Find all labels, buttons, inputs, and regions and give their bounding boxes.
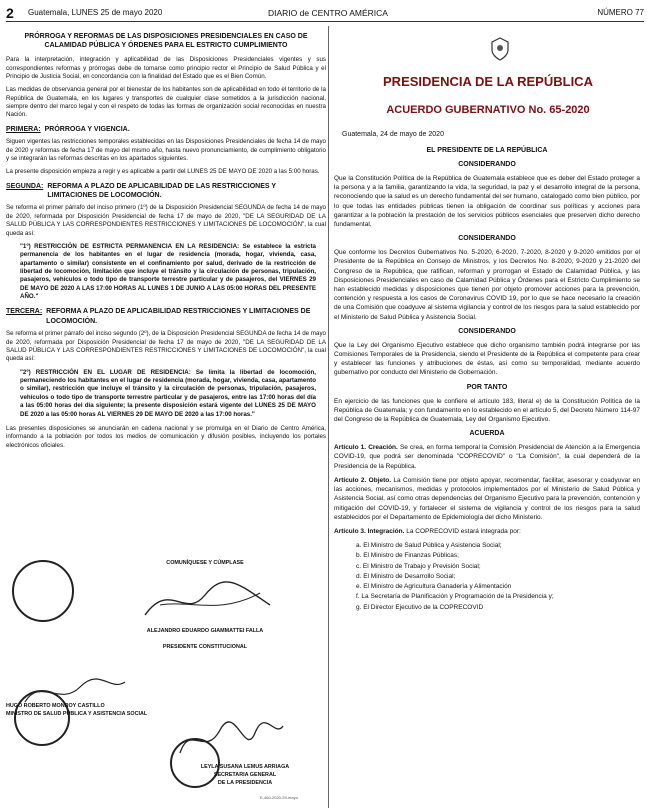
column-divider [328,26,329,808]
acuerda-heading: ACUERDA [469,430,505,438]
acuerdo-title: ACUERDO GUBERNATIVO No. 65-2020 [386,104,590,116]
por-tanto-heading: POR TANTO [466,383,508,391]
list-item: f. La Secretaría de Planificación y Programación de la Presidencia y; [356,593,554,601]
comuniquese-label: COMUNÍQUESE Y CÚMPLASE [166,560,244,566]
presidency-title: PRESIDENCIA DE LA REPÚBLICA [383,74,593,89]
acuerdo-date: Guatemala, 24 de mayo de 2020 [342,131,444,138]
segunda-title: REFORMA A PLAZO DE APLICABILIDAD DE LAS RESTRICCIONES Y LIMITACIONES DE LOCOMOCIÓN. [47,182,276,200]
tercera-text: Se reforma el primer párrafo del inciso segundo (2º), de la Disposición Presidencial SEGUNDA de fecha 14 de mayo de 2020, reformada por Disposición Presidencial de fecha 17 de mayo de 2020, "DE LA SEGURIDAD DE LA SALUD PÚBLICA Y LAS CORRESPONDIENTES RESTRICCIONES Y LIMITACIONES DE LOCOMOCIÓN", la cual queda así: [6,330,326,363]
signatory-1-title: PRESIDENTE CONSTITUCIONAL [162,644,248,650]
primera-label: PRIMERA: [6,125,41,133]
considerando-3: Que la Ley del Organismo Ejecutivo establece que dicho organismo también podrá integrarse por las Comisiones Temporales de la Presidencia, siendo el Presidente de la República el competente para crear y establecer las funciones y atribuciones de éstas, así como su temporalidad, mediante acuerdo gubernativo por conducto del Ministerio de Gobernación. [334,341,640,377]
primera-text: Siguen vigentes las restricciones temporales establecidas en las Disposiciones Presidenciales de fecha 14 de mayo de 2020 y reformas de fecha 17 de mayo del mismo año, hasta nuevo pronunciamiento, de cumplimiento obligatorio y se integrarán las reformas descritas en los apartados siguientes. [6,138,326,162]
intro-paragraph-1: Para la interpretación, integración y aplicabilidad de las Disposiciones Presidenciales vigentes y sus correspondientes reformas y prórrogas debe de tomarse como principio rector el Principio de Salud Pública y el Principio de Justicia Social, en concordancia con la finalidad del Estado que es el Bien Común. [6,56,326,80]
articulo-1-text: Se crea, en forma temporal la Comisión Presidencial de Atención a la Emergencia COVID-19, que podrá ser denominada "COPRECOVID" o "La Comisión", la cual dependerá de la Presidencia de la República. [334,444,640,470]
considerando-heading-2: CONSIDERANDO [458,235,516,243]
articulo-3-label: Artículo 3. Integración. [334,527,405,535]
considerando-heading-3: CONSIDERANDO [458,327,516,335]
secretary-signature [175,718,285,763]
page-header [6,4,644,22]
list-item: b. El Ministro de Finanzas Públicas; [356,552,459,560]
articulo-3-text: La COPRECOVID estará integrada por: [406,527,521,535]
considerando-1: Que la Constitución Política de la República de Guatemala establece que es deber del Estado proteger a la persona y a la familia, garantizando la vida, la seguridad, la paz y el desarrollo integral de la persona, reconociendo que la salud es un derecho fundamental del ser humano, catalogado como bien público, por lo que todas las entidades públicas tienen la obligación de coordinar sus políticas y acciones para garantizar a la población la prestación de los servicios públicos esenciales que preserven dicho derecho fundamental. [334,174,640,228]
tercera-heading [6,307,326,326]
considerando-2: Que conforme los Decretos Gubernativos No. 5-2020, 6-2020, 7-2020, 8-2020 y 9-2020 emitidos por el Presidente de la República en Consejo de Ministros, y los Decretos No. 8-2020, 9-2020 y 21-2020 del Congreso de la República, que ratifican, reforman y prorrogan el Estado de Calamidad Pública, y las Disposiciones Presidenciales en caso de Calamidad Pública y Órdenes para el Estricto Cumplimiento se han establecido medidas y disposiciones que tienen por objeto promover acciones para la prevención, contención y respuesta a los casos de Coronavirus COVID 19, por lo que se hace necesario la creación de una Comisión que coadyuve al sistema vigilancia y control de los riesgos para la salud establecido por el Ministerio de Salud Pública y Asistencia Social. [334,249,640,321]
page-number: 2 [6,4,14,21]
primera-title: PRÓRROGA Y VIGENCIA. [44,125,130,133]
articulo-2 [334,476,640,522]
print-stamp: E-460-2020-25-mayo [260,795,298,800]
primera-text-2: La presente disposición empieza a regir y es aplicable a partir del LUNES 25 DE MAYO DE 2020 a las 5:00 horas. [6,168,320,176]
signatory-3-name: LEYLA SUSANA LEMUS ARRIAGA [200,764,290,770]
intro-paragraph-2: Las medidas de observancia general por el bienestar de los habitantes son de aplicabilidad en todo el territorio de la República de Guatemala, en los lugares y transportes de cualquier clase sometidos a la jurisdicción nacional, siempre dentro del marco legal y con el respeto de todas las formas de organización social reconocidas en nuestra Nación. [6,86,326,119]
segunda-text: Se reforma el primer párrafo del inciso primero (1º) de la Disposición Presidencial SEGUNDA de fecha 14 de mayo de 2020, reformada por Disposición Presidencial de fecha 17 de mayo de 2020, "DE LA SEGURIDAD DE LA SALUD PÚBLICA Y LAS CORRESPONDIENTES RESTRICCIONES Y LIMITACIONES DE LOCOMOCIÓN", la cual queda así: [6,204,326,237]
primera-heading [6,125,326,134]
por-tanto-text: En ejercicio de las funciones que le confiere el artículo 183, literal e) de la Constitución Política de la República de Guatemala; y con fundamento en lo establecido en el artículo 5, del Decreto Número 114-97 del Congreso de la República de Guatemala, Ley del Organismo Ejecutivo. [334,397,640,424]
coat-of-arms-icon [488,36,512,62]
articulo-3 [334,527,640,536]
issue-number: NÚMERO 77 [597,8,644,17]
list-item: d. El Ministro de Desarrollo Social; [356,572,456,580]
list-item: a. El Ministro de Salud Pública y Asistencia Social; [356,542,502,550]
list-item: c. El Ministro de Trabajo y Previsión Social; [356,562,481,570]
list-item: g. El Director Ejecutivo de la COPRECOVID [356,603,484,611]
tercera-label: TERCERA: [6,308,43,316]
signatory-1-name: ALEJANDRO EDUARDO GIAMMATTEI FALLA [146,628,264,634]
president-heading: EL PRESIDENTE DE LA REPÚBLICA [426,147,548,154]
closing-paragraph: Las presentes disposiciones se anunciarán en cadena nacional y se promulga en el Diario de Centro América, informando a la población por todos los medios de comunicación y difusión posibles, incluyendo los portales electrónicos oficiales. [6,424,326,449]
signatory-3-title-2: DE LA PRESIDENCIA [217,780,273,786]
considerando-heading-1: CONSIDERANDO [458,160,516,168]
signatory-2-title: MINISTRO DE SALUD PÚBLICA Y ASISTENCIA SOCIAL [6,711,148,717]
signatory-3-title-1: SECRETARIA GENERAL [213,772,277,778]
left-title: PRÓRROGA Y REFORMAS DE LAS DISPOSICIONES PRESIDENCIALES EN CASO DE CALAMIDAD PÚBLICA Y ÓRDENES PARA EL ESTRICTO CUMPLIMIENTO [24,33,308,50]
header-date: Guatemala, LUNES 25 de mayo 2020 [28,8,163,17]
tercera-title: REFORMA A PLAZO DE APLICABILIDAD RESTRICCIONES Y LIMITACIONES DE LOCOMOCIÓN. [46,308,311,325]
articulo-2-text: La Comisión tiene por objeto apoyar, recomendar, facilitar, asesorar y coadyuvar en las acciones, mecanismos, medidas y protocolos implementados por el Ministerio de Salud Pública y Asistencia Social, así como otras dependencias del Organismo Ejecutivo para la prevención, contención y mitigación del COVID-19, y fortalecer el sistema de vigilancia y control de los riesgos para la salud establecidos por el Departamento de Epidemiología del dicho Ministerio. [334,476,640,521]
articulo-2-label: Artículo 2. Objeto. [334,476,392,484]
presidential-seal [12,560,74,622]
segunda-label: SEGUNDA: [6,182,44,190]
articulo-1-label: Artículo 1. Creación. [334,444,398,452]
segunda-quote: "1º) RESTRICCIÓN DE ESTRICTA PERMANENCIA EN LA RESIDENCIA: Se establece la estricta permanencia de los habitantes en el lugar de residencia (morada, hogar, vivienda, casa, apartamento o similar) consistente en el confinamiento por salud, derivado de la restricción de libertad de locomoción, limitación que incluye el tránsito y la circulación de personas, tripulación, pasajeros, vehículos o todo tipo de transporte terrestre particular y de pasajeros, del VIERNES 29 DE MAYO DE 2020 A LAS 17:00 HORAS AL LUNES 1 DE JUNIO A LAS 05:00 HORAS DEL PRESENTE AÑO." [20,242,316,301]
president-signature [140,575,280,625]
articulo-1 [334,443,640,471]
acuerdo-body [334,144,640,613]
signatory-2-name: HUGO ROBERTO MONROY CASTILLO [6,703,105,709]
integration-list [356,541,640,612]
segunda-heading [6,182,326,201]
list-item: e. El Ministro de Agricultura Ganadería y Alimentación [356,583,512,591]
newspaper-name: DIARIO de CENTRO AMÉRICA [268,7,388,18]
tercera-quote: "2º) RESTRICCIÓN EN EL LUGAR DE RESIDENCIA: Se limita la libertad de locomoción, permaneciendo los habitantes en el lugar de residencia (morada, hogar, vivienda, casa, apartamento o similar), restricción que incluye el tránsito y la circulación de personas, tripulación, pasajeros, vehículos o todo tipo de transporte terrestre particular y de pasajeros, entre las 17:00 horas del día a las 05:00 horas del día siguiente; la presente disposición estará vigente del LUNES 25 DE MAYO DE 2020 a las 05:00 horas AL VIERNES 29 DE MAYO DE 2020 a las 17:00 horas." [20,368,316,418]
